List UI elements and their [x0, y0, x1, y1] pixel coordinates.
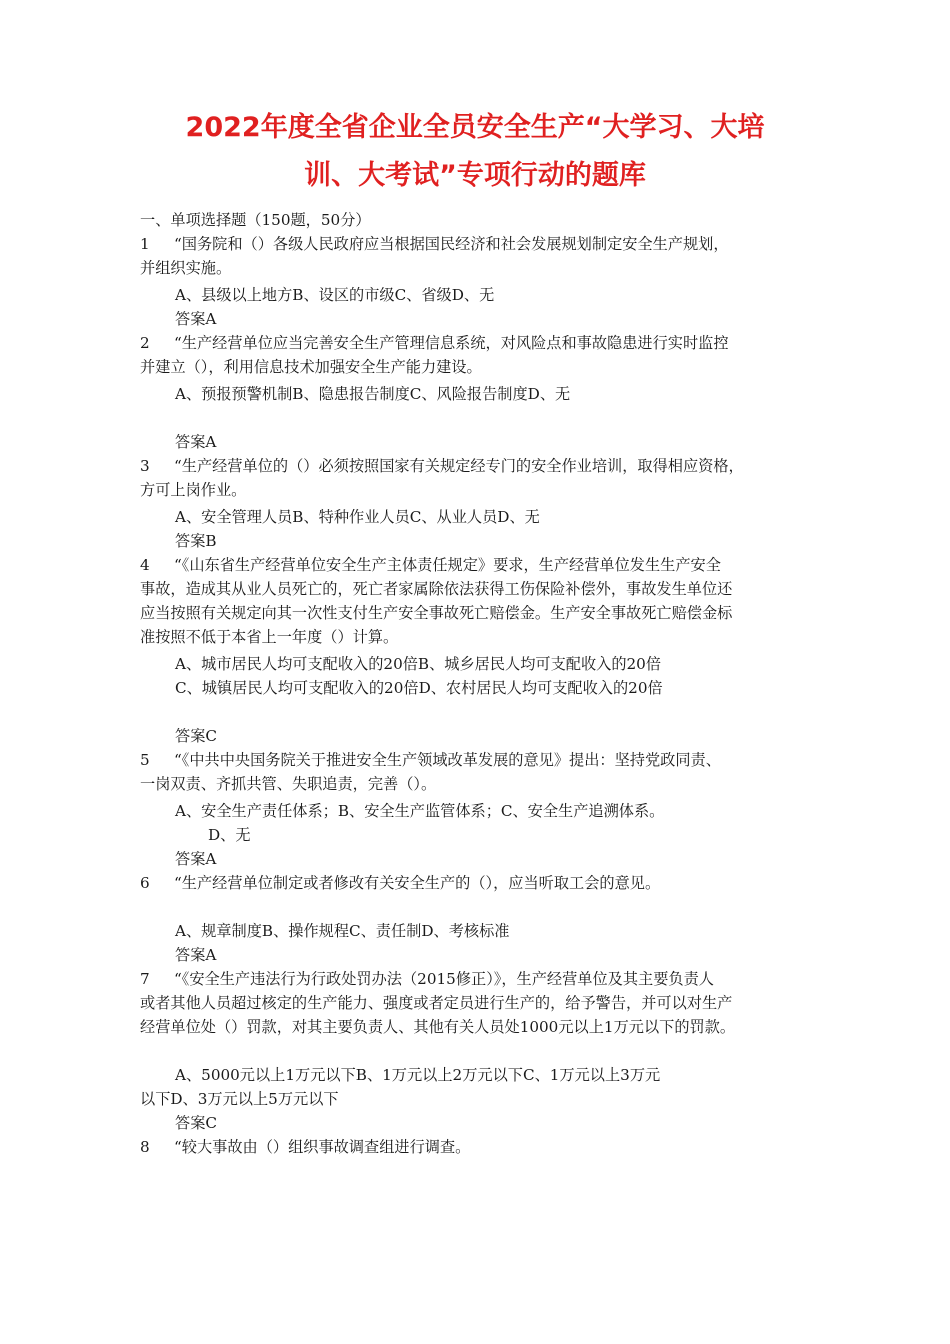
question-2-text: 2 “生产经营单位应当完善安全生产管理信息系统，对风险点和事故隐患进行实时监控	[140, 331, 820, 355]
question-7-text-cont: 或者其他人员超过核定的生产能力、强度或者定员进行生产的，给予警告，并可以对生产	[140, 994, 733, 1012]
question-3-options: A、安全管理人员B、特种作业人员C、从业人员D、无	[175, 508, 540, 526]
question-3-answer: 答案B	[175, 532, 217, 550]
question-5-options-cont: D、无	[208, 826, 251, 844]
question-number: 8	[140, 1138, 150, 1156]
question-number: 2	[140, 334, 150, 352]
question-1-text: 1 “国务院和（）各级人民政府应当根据国民经济和社会发展规划制定安全生产规划，	[140, 232, 820, 256]
question-4-text-cont: 事故，造成其从业人员死亡的，死亡者家属除依法获得工伤保险补偿外，事故发生单位还	[140, 580, 733, 598]
question-7-answer: 答案C	[175, 1114, 217, 1132]
question-number: 7	[140, 970, 150, 988]
question-5-options: A、安全生产责任体系；B、安全生产监管体系；C、安全生产追溯体系。	[175, 802, 665, 820]
section-heading: 一、单项选择题（150题，50分）	[140, 211, 371, 229]
question-4-options: A、城市居民人均可支配收入的20倍B、城乡居民人均可支配收入的20倍	[175, 655, 662, 673]
document-body	[140, 208, 820, 1159]
question-7-text: 7 “《安全生产违法行为行政处罚办法（2015修正）》，生产经营单位及其主要负责人	[140, 967, 820, 991]
question-2-answer: 答案A	[175, 433, 217, 451]
question-4-text-cont: 准按照不低于本省上一年度（）计算。	[140, 628, 399, 646]
question-number: 6	[140, 874, 150, 892]
question-6-text: 6 “生产经营单位制定或者修改有关安全生产的（），应当听取工会的意见。	[140, 871, 820, 895]
question-2-text-cont: 并建立（），利用信息技术加强安全生产能力建设。	[140, 358, 482, 376]
question-8-text: 8 “较大事故由（）组织事故调查组进行调查。	[140, 1135, 820, 1159]
question-4-text: 4 “《山东省生产经营单位安全生产主体责任规定》要求，生产经营单位发生生产安全	[140, 553, 820, 577]
question-6-options: A、规章制度B、操作规程C、责任制D、考核标准	[175, 922, 510, 940]
question-5-text-cont: 一岗双责、齐抓共管、失职追责，完善（）。	[140, 775, 437, 793]
question-7-options: A、5000元以上1万元以下B、1万元以上2万元以下C、1万元以上3万元	[175, 1066, 661, 1084]
question-2-options: A、预报预警机制B、隐患报告制度C、风险报告制度D、无	[175, 385, 571, 403]
question-3-text-cont: 方可上岗作业。	[140, 481, 247, 499]
question-6-answer: 答案A	[175, 946, 217, 964]
question-1-options: A、县级以上地方B、设区的市级C、省级D、无	[175, 286, 495, 304]
question-4-text-cont: 应当按照有关规定向其一次性支付生产安全事故死亡赔偿金。生产安全事故死亡赔偿金标	[140, 604, 733, 622]
question-3-text: 3 “生产经营单位的（）必须按照国家有关规定经专门的安全作业培训，取得相应资格，	[140, 454, 820, 478]
question-number: 5	[140, 751, 150, 769]
question-number: 1	[140, 235, 150, 253]
question-1-answer: 答案A	[175, 310, 217, 328]
question-1-text-cont: 并组织实施。	[140, 259, 232, 277]
question-5-text: 5 “《中共中央国务院关于推进安全生产领域改革发展的意见》提出：坚持党政同责、	[140, 748, 820, 772]
question-7-options-cont: 以下D、3万元以上5万元以下	[140, 1090, 339, 1108]
question-number: 3	[140, 457, 150, 475]
question-5-answer: 答案A	[175, 850, 217, 868]
question-7-text-cont: 经营单位处（）罚款，对其主要负责人、其他有关人员处1000元以上1万元以下的罚款。	[140, 1018, 736, 1036]
question-4-options-cont: C、城镇居民人均可支配收入的20倍D、农村居民人均可支配收入的20倍	[175, 679, 663, 697]
document-title-line-2: 训、大考试”专项行动的题库	[304, 160, 646, 191]
question-4-answer: 答案C	[175, 727, 217, 745]
document-title-line-1: 2022年度全省企业全员安全生产“大学习、大培	[185, 112, 765, 143]
question-number: 4	[140, 556, 150, 574]
